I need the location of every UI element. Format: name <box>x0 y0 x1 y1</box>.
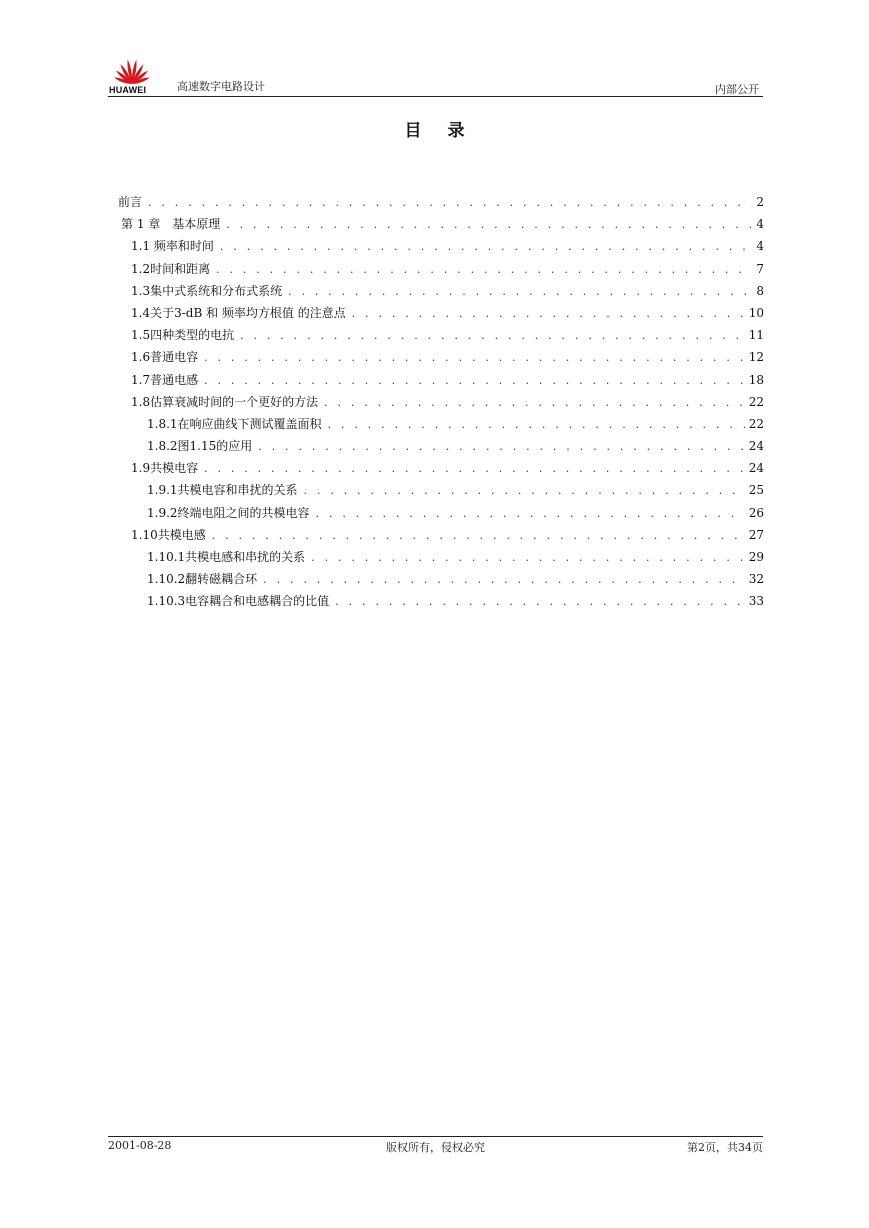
toc-entry-page: 29 <box>748 550 764 564</box>
toc-entry-title: 1.10.2翻转磁耦合环 <box>147 572 258 587</box>
toc-entry-title: 1.8.1在响应曲线下测试覆盖面积 <box>147 416 322 431</box>
toc-entry-page: 4 <box>756 217 764 232</box>
toc-entry[interactable] <box>118 526 764 548</box>
toc-dot-leader <box>204 460 745 478</box>
table-of-contents <box>118 193 764 615</box>
toc-entry[interactable] <box>118 548 764 570</box>
toc-entry-page: 26 <box>748 505 764 520</box>
toc-entry[interactable] <box>118 504 764 526</box>
toc-entry-page: 11 <box>748 328 764 343</box>
toc-entry-title: 1.9.1共模电容和串扰的关系 <box>147 483 298 498</box>
toc-dot-leader <box>240 327 745 345</box>
toc-dot-leader <box>148 194 752 212</box>
toc-entry-title: 1.4关于3-dB 和 频率均方根值 的注意点 <box>131 305 346 320</box>
toc-entry-page: 8 <box>756 283 764 298</box>
huawei-fan-icon <box>108 52 158 86</box>
toc-entry-title: 1.7普通电感 <box>131 372 199 387</box>
toc-entry[interactable] <box>118 592 764 614</box>
toc-entry[interactable] <box>118 304 764 326</box>
toc-dot-leader <box>216 261 752 279</box>
toc-heading: 目 录 <box>404 121 475 141</box>
toc-entry-title: 1.3集中式系统和分布式系统 <box>131 283 283 298</box>
toc-dot-leader <box>204 372 745 390</box>
toc-entry[interactable] <box>118 260 764 282</box>
toc-dot-leader <box>226 216 752 234</box>
toc-dot-leader <box>212 527 745 545</box>
toc-entry-page: 4 <box>756 239 764 254</box>
toc-entry-title: 1.10.3电容耦合和电感耦合的比值 <box>147 594 330 609</box>
toc-entry[interactable] <box>118 393 764 415</box>
toc-dot-leader <box>311 549 745 567</box>
toc-entry-page: 2 <box>756 195 764 209</box>
toc-dot-leader <box>204 349 745 367</box>
document-title: 高速数字电路设计 <box>177 80 265 93</box>
toc-dot-leader <box>220 238 752 256</box>
toc-entry[interactable] <box>118 437 764 459</box>
toc-dot-leader <box>316 505 745 523</box>
toc-entry-page: 22 <box>748 394 764 409</box>
classification-label: 内部公开 <box>715 83 759 96</box>
logo-text: HUAWEI <box>109 85 147 95</box>
toc-entry-title: 1.8估算衰减时间的一个更好的方法 <box>131 394 319 409</box>
toc-entry-title: 前言 <box>118 195 143 209</box>
toc-entry[interactable] <box>118 193 764 215</box>
toc-entry-title: 1.6普通电容 <box>131 350 199 365</box>
toc-dot-leader <box>263 571 745 589</box>
toc-entry[interactable] <box>118 282 764 304</box>
toc-entry[interactable] <box>118 459 764 481</box>
toc-entry-title: 1.9共模电容 <box>131 461 199 476</box>
toc-entry[interactable] <box>118 481 764 503</box>
footer-page-number: 第2页，共34页 <box>687 1141 763 1154</box>
toc-dot-leader <box>304 482 745 500</box>
toc-dot-leader <box>335 593 745 611</box>
toc-dot-leader <box>324 394 745 412</box>
toc-entry-title: 1.10.1共模电感和串扰的关系 <box>147 550 306 564</box>
toc-entry-page: 27 <box>748 527 764 542</box>
toc-entry-page: 10 <box>748 305 764 320</box>
toc-entry-title: 1.8.2图1.15的应用 <box>147 439 253 454</box>
toc-dot-leader <box>328 416 745 434</box>
toc-entry-title: 1.5四种类型的电抗 <box>131 328 235 343</box>
toc-dot-leader <box>288 283 752 301</box>
toc-entry[interactable] <box>118 237 764 259</box>
toc-entry-page: 33 <box>748 594 764 609</box>
toc-entry-page: 12 <box>748 350 764 365</box>
page-footer <box>108 1136 763 1154</box>
toc-entry-title: 1.1 频率和时间 <box>131 239 214 254</box>
toc-entry-title: 第 1 章 基本原理 <box>121 217 221 232</box>
toc-entry-page: 18 <box>748 372 764 387</box>
toc-entry-title: 1.9.2终端电阻之间的共模电容 <box>147 505 310 520</box>
toc-entry-title: 1.10共模电感 <box>131 527 206 542</box>
toc-entry-page: 25 <box>748 483 764 498</box>
huawei-logo-icon <box>108 52 158 96</box>
toc-entry[interactable] <box>118 215 764 237</box>
footer-date: 2001-08-28 <box>108 1139 172 1152</box>
toc-entry[interactable] <box>118 348 764 370</box>
toc-dot-leader <box>352 305 745 323</box>
toc-entry-page: 32 <box>748 572 764 587</box>
page-header <box>108 52 763 97</box>
toc-entry-page: 22 <box>748 416 764 431</box>
footer-copyright: 版权所有，侵权必究 <box>386 1141 485 1154</box>
toc-entry[interactable] <box>118 415 764 437</box>
toc-entry-page: 24 <box>748 439 764 454</box>
toc-entry-title: 1.2时间和距离 <box>131 261 211 276</box>
toc-entry-page: 7 <box>756 261 764 276</box>
toc-dot-leader <box>258 438 744 456</box>
toc-entry[interactable] <box>118 371 764 393</box>
toc-entry-page: 24 <box>748 461 764 476</box>
toc-entry[interactable] <box>118 570 764 592</box>
toc-entry[interactable] <box>118 326 764 348</box>
